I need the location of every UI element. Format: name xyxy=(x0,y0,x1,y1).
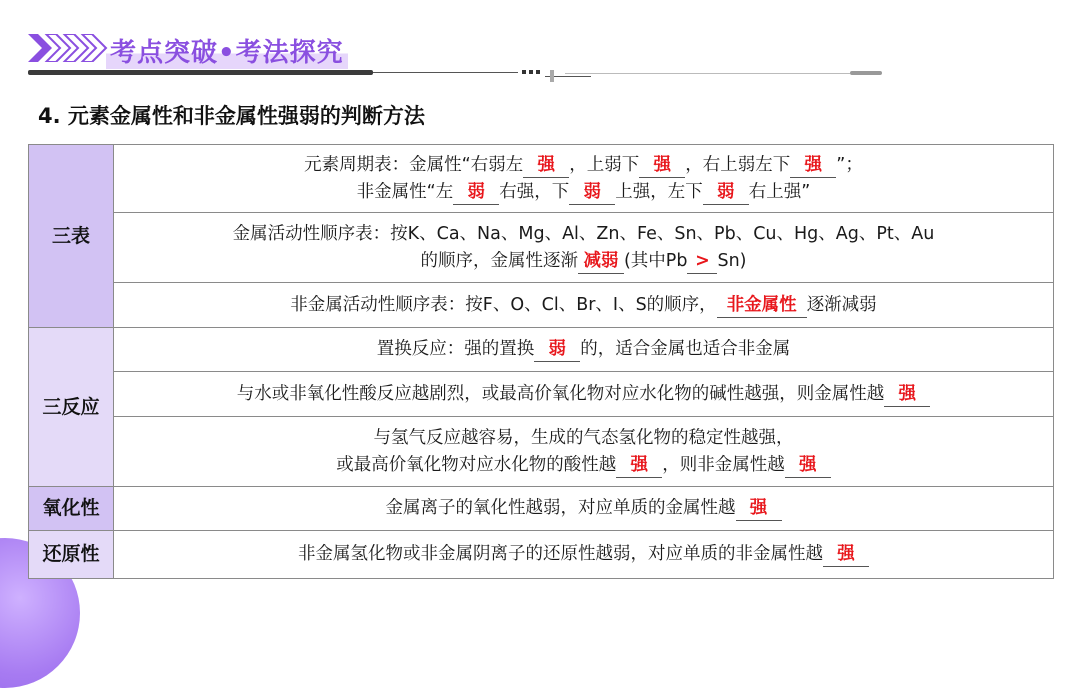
content-cell: 金属活动性顺序表：按K、Ca、Na、Mg、Al、Zn、Fe、Sn、Pb、Cu、Hg、Ag、Pt、Au 的顺序，金属性逐渐 减弱 (其中Pb > Sn) xyxy=(114,213,1054,283)
answer-blank: 弱 xyxy=(534,337,580,362)
divider-line xyxy=(373,72,518,73)
table-row xyxy=(29,283,1054,328)
answer-blank: 弱 xyxy=(569,180,615,205)
answer-blank: 弱 xyxy=(703,180,749,205)
table-row xyxy=(29,328,1054,372)
answer-blank: 减弱 xyxy=(578,249,624,274)
section-heading: 4. 元素金属性和非金属性强弱的判断方法 xyxy=(38,104,425,128)
table-row xyxy=(29,487,1054,531)
answer-blank: 强 xyxy=(884,382,930,407)
answer-blank: 强 xyxy=(823,542,869,567)
page-title: 考点突破•考法探究 xyxy=(106,32,348,69)
answer-blank: 弱 xyxy=(453,180,499,205)
category-cell: 还原性 xyxy=(29,531,114,579)
answer-blank: 强 xyxy=(736,496,782,521)
answer-blank: 非金属性 xyxy=(717,293,807,318)
content-cell: 与氢气反应越容易，生成的气态氢化物的稳定性越强， 或最高价氧化物对应水化物的酸性越 强 ，则非金属性越 强 xyxy=(114,417,1054,487)
divider-end-bar xyxy=(850,71,882,75)
content-cell: 非金属活动性顺序表：按F、O、Cl、Br、I、S的顺序， 非金属性 逐渐减弱 xyxy=(114,283,1054,328)
answer-blank: 强 xyxy=(785,453,831,478)
title-underline xyxy=(28,70,373,75)
category-cell: 三表 xyxy=(29,145,114,328)
divider-dots xyxy=(522,70,540,76)
content-cell: 置换反应：强的置换 弱 的，适合金属也适合非金属 xyxy=(114,328,1054,372)
content-cell: 元素周期表：金属性“右弱左 强 ，上弱下 强 ，右上弱左下 强 ”； 非金属性“左 弱 右强，下 弱 上强，左下 弱 右上强” xyxy=(114,145,1054,213)
answer-blank: 强 xyxy=(639,153,685,178)
content-cell: 金属离子的氧化性越弱，对应单质的金属性越 强 xyxy=(114,487,1054,531)
table-row xyxy=(29,417,1054,487)
table-row xyxy=(29,531,1054,579)
content-cell: 与水或非氧化性酸反应越剧烈，或最高价氧化物对应水化物的碱性越强，则金属性越 强 xyxy=(114,372,1054,417)
category-cell: 氧化性 xyxy=(29,487,114,531)
table-row xyxy=(29,213,1054,283)
category-cell: 三反应 xyxy=(29,328,114,487)
judgment-table xyxy=(28,144,1054,579)
divider-line-gray xyxy=(565,73,850,74)
answer-blank: 强 xyxy=(523,153,569,178)
answer-blank: 强 xyxy=(790,153,836,178)
answer-blank: 强 xyxy=(616,453,662,478)
table-row xyxy=(29,372,1054,417)
table-row xyxy=(29,145,1054,213)
chevrons-icon xyxy=(28,34,108,62)
answer-blank: > xyxy=(687,249,717,274)
content-cell: 非金属氢化物或非金属阴离子的还原性越弱，对应单质的非金属性越 强 xyxy=(114,531,1054,579)
